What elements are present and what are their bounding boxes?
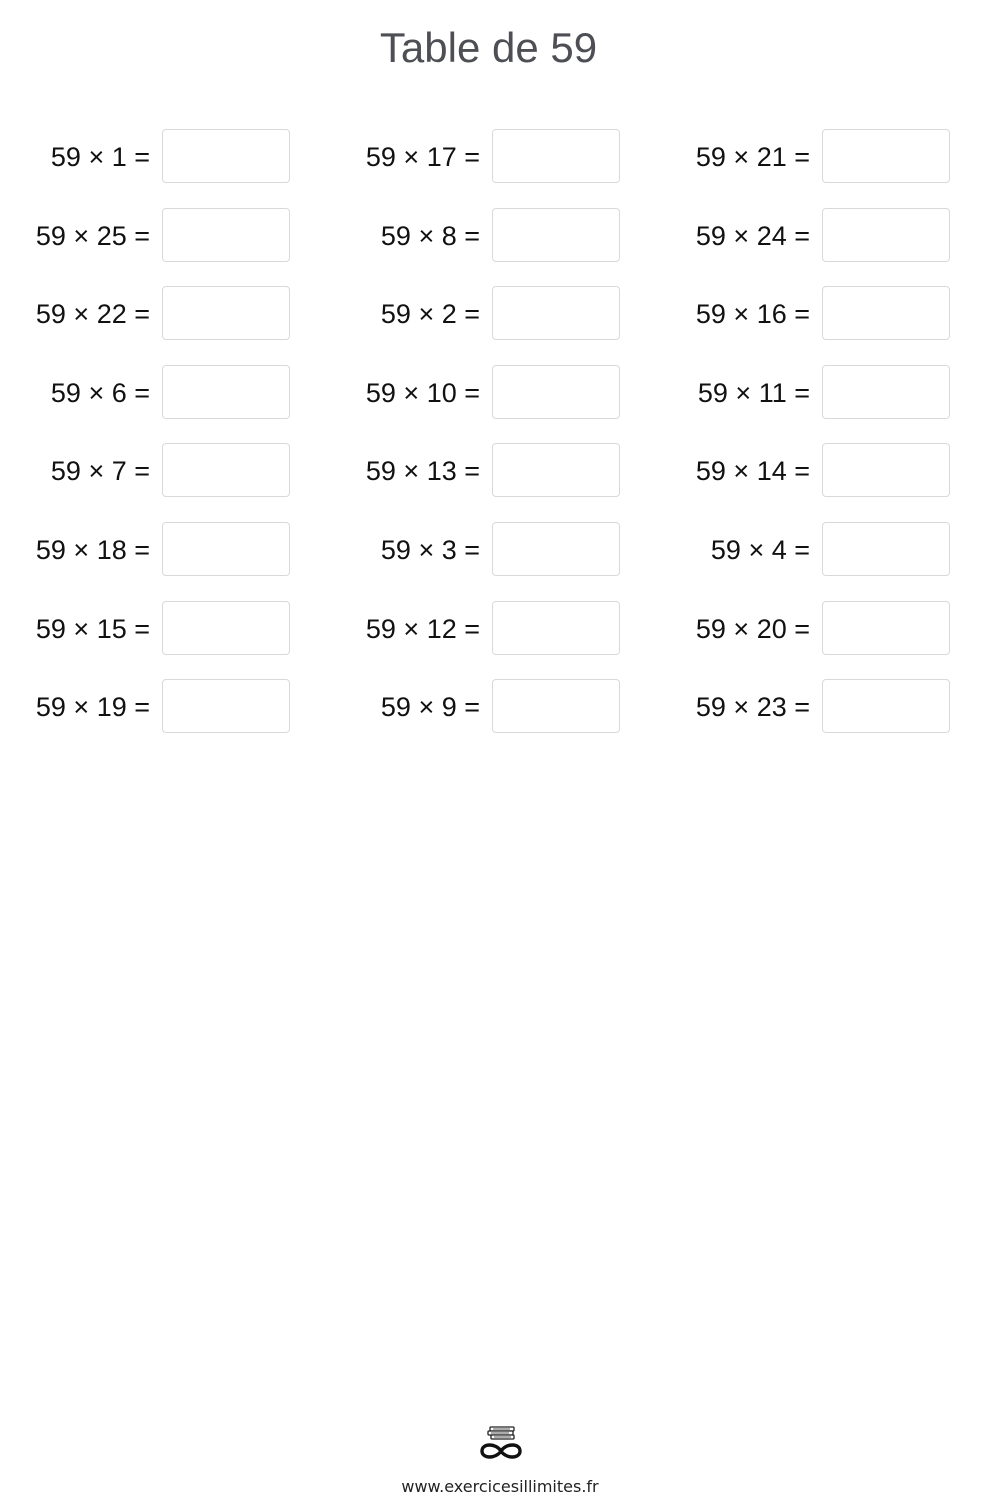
answer-input[interactable]	[492, 286, 620, 340]
exercise-item	[660, 285, 950, 343]
answer-input[interactable]	[492, 679, 620, 733]
multiplication-problem: 59 × 15 =	[35, 613, 150, 644]
exercise-item	[330, 600, 620, 658]
exercise-row	[0, 600, 1000, 679]
exercise-item	[660, 364, 950, 422]
exercise-item	[0, 364, 290, 422]
exercise-item	[660, 128, 950, 186]
exercise-row	[0, 442, 1000, 521]
exercise-item	[330, 678, 620, 736]
answer-input[interactable]	[162, 365, 290, 419]
answer-input[interactable]	[492, 129, 620, 183]
exercise-item	[330, 521, 620, 579]
exercise-item	[660, 207, 950, 265]
multiplication-problem: 59 × 8 =	[380, 220, 480, 251]
answer-input[interactable]	[162, 208, 290, 262]
exercise-item	[0, 128, 290, 186]
multiplication-problem: 59 × 17 =	[365, 142, 480, 172]
multiplication-problem: 59 × 19 =	[35, 692, 150, 723]
answer-input[interactable]	[162, 522, 290, 576]
exercise-row	[0, 521, 1000, 600]
multiplication-problem: 59 × 16 =	[695, 299, 810, 330]
answer-input[interactable]	[492, 522, 620, 576]
exercise-row	[0, 678, 1000, 757]
multiplication-problem: 59 × 25 =	[35, 220, 150, 251]
answer-input[interactable]	[162, 679, 290, 733]
answer-input[interactable]	[162, 286, 290, 340]
multiplication-problem: 59 × 23 =	[695, 692, 810, 723]
multiplication-problem: 59 × 1 =	[50, 142, 150, 172]
exercise-grid	[0, 128, 1000, 757]
exercise-item	[0, 442, 290, 500]
exercise-row	[0, 285, 1000, 364]
answer-input[interactable]	[492, 601, 620, 655]
multiplication-problem: 59 × 14 =	[695, 456, 810, 487]
answer-input[interactable]	[492, 365, 620, 419]
answer-input[interactable]	[822, 208, 950, 262]
multiplication-problem: 59 × 9 =	[380, 692, 480, 723]
multiplication-problem: 59 × 21 =	[695, 142, 810, 172]
answer-input[interactable]	[162, 443, 290, 497]
exercise-item	[660, 600, 950, 658]
answer-input[interactable]	[822, 286, 950, 340]
multiplication-problem: 59 × 2 =	[380, 299, 480, 330]
multiplication-problem: 59 × 13 =	[365, 456, 480, 487]
answer-input[interactable]	[822, 679, 950, 733]
multiplication-problem: 59 × 20 =	[695, 613, 810, 644]
multiplication-problem: 59 × 22 =	[35, 299, 150, 330]
answer-input[interactable]	[162, 129, 290, 183]
answer-input[interactable]	[492, 208, 620, 262]
exercise-item	[330, 285, 620, 343]
exercise-item	[330, 128, 620, 186]
answer-input[interactable]	[822, 443, 950, 497]
exercise-item	[330, 364, 620, 422]
exercise-row	[0, 128, 1000, 207]
answer-input[interactable]	[162, 601, 290, 655]
exercise-item	[660, 442, 950, 500]
answer-input[interactable]	[822, 601, 950, 655]
exercise-item	[0, 678, 290, 736]
exercise-item	[0, 521, 290, 579]
multiplication-problem: 59 × 6 =	[50, 377, 150, 408]
multiplication-problem: 59 × 4 =	[710, 534, 810, 565]
multiplication-problem: 59 × 12 =	[365, 613, 480, 644]
exercise-item	[0, 207, 290, 265]
answer-input[interactable]	[492, 443, 620, 497]
answer-input[interactable]	[822, 365, 950, 419]
multiplication-problem: 59 × 10 =	[365, 377, 480, 408]
answer-input[interactable]	[822, 522, 950, 576]
page-title: Table de 59	[379, 24, 598, 71]
exercise-row	[0, 364, 1000, 443]
multiplication-problem: 59 × 3 =	[380, 534, 480, 565]
multiplication-problem: 59 × 7 =	[50, 456, 150, 487]
exercise-item	[0, 285, 290, 343]
multiplication-problem: 59 × 11 =	[697, 377, 810, 408]
footer-url: www.exercicesillimites.fr	[401, 1477, 599, 1496]
multiplication-problem: 59 × 18 =	[35, 534, 150, 565]
exercise-row	[0, 207, 1000, 286]
multiplication-problem: 59 × 24 =	[695, 220, 810, 251]
exercise-item	[330, 442, 620, 500]
infinity-books-icon	[476, 1424, 526, 1464]
exercise-item	[660, 678, 950, 736]
exercise-item	[330, 207, 620, 265]
exercise-item	[0, 600, 290, 658]
exercise-item	[660, 521, 950, 579]
answer-input[interactable]	[822, 129, 950, 183]
